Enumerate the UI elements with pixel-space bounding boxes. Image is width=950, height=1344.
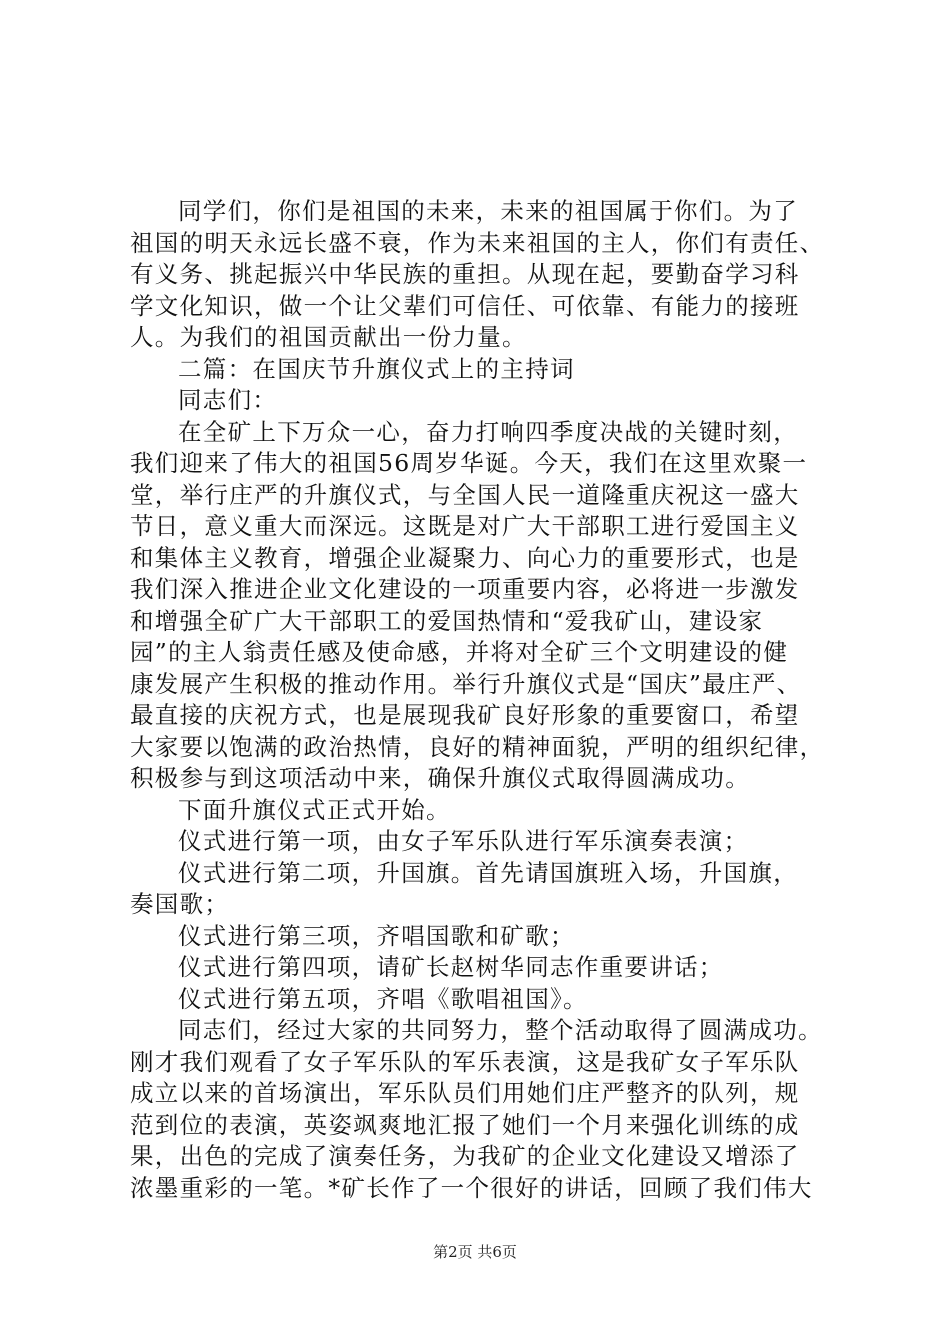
text-line: 最直接的庆祝方式，也是展现我矿良好形象的重要窗口，希望 [130, 701, 800, 729]
text-line: 范到位的表演，英姿飒爽地汇报了她们一个月来强化训练的成 [130, 1110, 800, 1139]
text-line: 仪式进行第五项，齐唱《歌唱祖国》。 [178, 984, 588, 1013]
text-line: 仪式进行第三项，齐唱国歌和矿歌； [178, 921, 575, 950]
text-line: 人。为我们的祖国贡献出一份力量。 [130, 323, 527, 351]
text-line: 我们深入推进企业文化建设的一项重要内容，必将进一步激发 [130, 575, 800, 603]
text-line: 同志们，经过大家的共同努力，整个活动取得了圆满成功。 [178, 1016, 823, 1044]
text-line: 仪式进行第一项，由女子军乐队进行军乐演奏表演； [178, 827, 749, 855]
text-line: 浓墨重彩的一笔。*矿长作了一个很好的讲话，回顾了我们伟大 [130, 1173, 813, 1202]
text-line: 果，出色的完成了演奏任务，为我矿的企业文化建设又增添了 [130, 1142, 800, 1170]
text-line: 仪式进行第二项，升国旗。首先请国旗班入场，升国旗， [178, 858, 798, 887]
text-line: 下面升旗仪式正式开始。 [178, 795, 451, 824]
text-line: 和集体主义教育，增强企业凝聚力、向心力的重要形式，也是 [130, 543, 800, 572]
body-text [130, 196, 850, 1204]
text-line: 康发展产生积极的推动作用。举行升旗仪式是“国庆”最庄严、 [130, 669, 802, 698]
text-line: 我们迎来了伟大的祖国56周岁华诞。今天，我们在这里欢聚一 [130, 449, 808, 477]
text-line: 积极参与到这项活动中来，确保升旗仪式取得圆满成功。 [130, 764, 750, 792]
text-line: 同学们，你们是祖国的未来，未来的祖国属于你们。为了 [178, 197, 798, 225]
text-line: 仪式进行第四项，请矿长赵树华同志作重要讲话； [178, 953, 724, 981]
page-number: 第2页 共6页 [433, 1243, 517, 1261]
text-line: 刚才我们观看了女子军乐队的军乐表演，这是我矿女子军乐队 [130, 1047, 800, 1076]
section-heading: 二篇：在国庆节升旗仪式上的主持词 [178, 354, 575, 383]
text-line: 在全矿上下万众一心，奋力打响四季度决战的关键时刻， [178, 417, 798, 446]
salutation: 同志们： [178, 386, 278, 414]
text-line: 节日，意义重大而深远。这既是对广大干部职工进行爱国主义 [130, 512, 800, 540]
text-line: 园”的主人翁责任感及使命感，并将对全矿三个文明建设的健 [130, 638, 789, 666]
text-line: 奏国歌； [130, 890, 230, 918]
text-line: 大家要以饱满的政治热情，良好的精神面貌，严明的组织纪律， [130, 732, 825, 761]
text-line: 学文化知识，做一个让父辈们可信任、可依靠、有能力的接班 [130, 291, 800, 320]
text-line: 有义务、挑起振兴中华民族的重担。从现在起，要勤奋学习科 [130, 260, 800, 288]
text-line: 祖国的明天永远长盛不衰，作为未来祖国的主人，你们有责任、 [130, 228, 825, 257]
text-line: 堂，举行庄严的升旗仪式，与全国人民一道隆重庆祝这一盛大 [130, 480, 800, 509]
text-line: 成立以来的首场演出，军乐队员们用她们庄严整齐的队列，规 [130, 1079, 800, 1107]
text-line: 和增强全矿广大干部职工的爱国热情和“爱我矿山，建设家 [130, 606, 764, 635]
